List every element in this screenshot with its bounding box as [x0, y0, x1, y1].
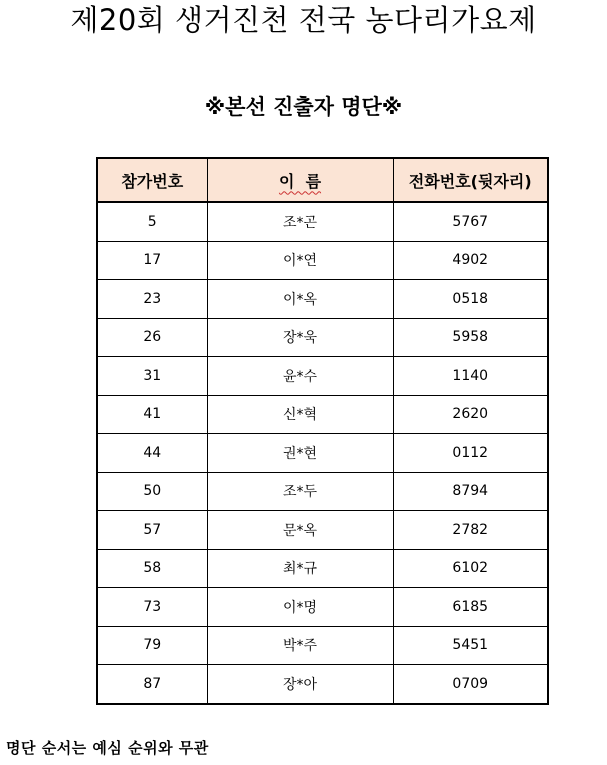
cell-phone: 8794 [393, 472, 548, 511]
cell-name: 신*혁 [207, 395, 393, 434]
cell-entry-number: 5 [97, 202, 207, 241]
table-body [97, 202, 548, 704]
table-row [97, 318, 548, 357]
cell-phone: 5451 [393, 626, 548, 665]
header-name: 이 름 [207, 158, 393, 202]
cell-name: 이*연 [207, 241, 393, 280]
header-entry-number: 참가번호 [97, 158, 207, 202]
cell-phone: 5767 [393, 202, 548, 241]
cell-entry-number: 73 [97, 588, 207, 627]
cell-entry-number: 26 [97, 318, 207, 357]
table-row [97, 202, 548, 241]
cell-entry-number: 17 [97, 241, 207, 280]
header-phone: 전화번호(뒷자리) [393, 158, 548, 202]
table-row [97, 395, 548, 434]
cell-name: 장*아 [207, 665, 393, 704]
section-title: ※본선 진출자 명단※ [204, 95, 403, 119]
cell-entry-number: 87 [97, 665, 207, 704]
table-row [97, 511, 548, 550]
table-row [97, 472, 548, 511]
table-row [97, 626, 548, 665]
cell-name: 최*규 [207, 549, 393, 588]
table-row [97, 357, 548, 396]
cell-entry-number: 58 [97, 549, 207, 588]
table-row [97, 280, 548, 319]
cell-name: 조*곤 [207, 202, 393, 241]
cell-phone: 2782 [393, 511, 548, 550]
cell-name: 권*현 [207, 434, 393, 473]
cell-name: 박*주 [207, 626, 393, 665]
cell-name: 이*명 [207, 588, 393, 627]
cell-name: 윤*수 [207, 357, 393, 396]
cell-entry-number: 79 [97, 626, 207, 665]
table-row [97, 434, 548, 473]
cell-phone: 0709 [393, 665, 548, 704]
cell-entry-number: 57 [97, 511, 207, 550]
cell-name: 조*두 [207, 472, 393, 511]
cell-name: 이*옥 [207, 280, 393, 319]
cell-phone: 6185 [393, 588, 548, 627]
cell-entry-number: 23 [97, 280, 207, 319]
cell-phone: 0518 [393, 280, 548, 319]
table-row [97, 549, 548, 588]
footnote: 명단 순서는 예심 순위와 무관 [6, 739, 209, 757]
cell-phone: 6102 [393, 549, 548, 588]
cell-phone: 5958 [393, 318, 548, 357]
cell-phone: 0112 [393, 434, 548, 473]
cell-phone: 1140 [393, 357, 548, 396]
table-row [97, 588, 548, 627]
cell-entry-number: 44 [97, 434, 207, 473]
cell-entry-number: 41 [97, 395, 207, 434]
document-title: 제20회 생거진천 전국 농다리가요제 [70, 3, 537, 37]
cell-phone: 4902 [393, 241, 548, 280]
finalists-table [96, 157, 549, 705]
table-row [97, 665, 548, 704]
cell-entry-number: 50 [97, 472, 207, 511]
cell-entry-number: 31 [97, 357, 207, 396]
table-header-row [97, 158, 548, 202]
cell-phone: 2620 [393, 395, 548, 434]
table-row [97, 241, 548, 280]
cell-name: 장*욱 [207, 318, 393, 357]
cell-name: 문*옥 [207, 511, 393, 550]
